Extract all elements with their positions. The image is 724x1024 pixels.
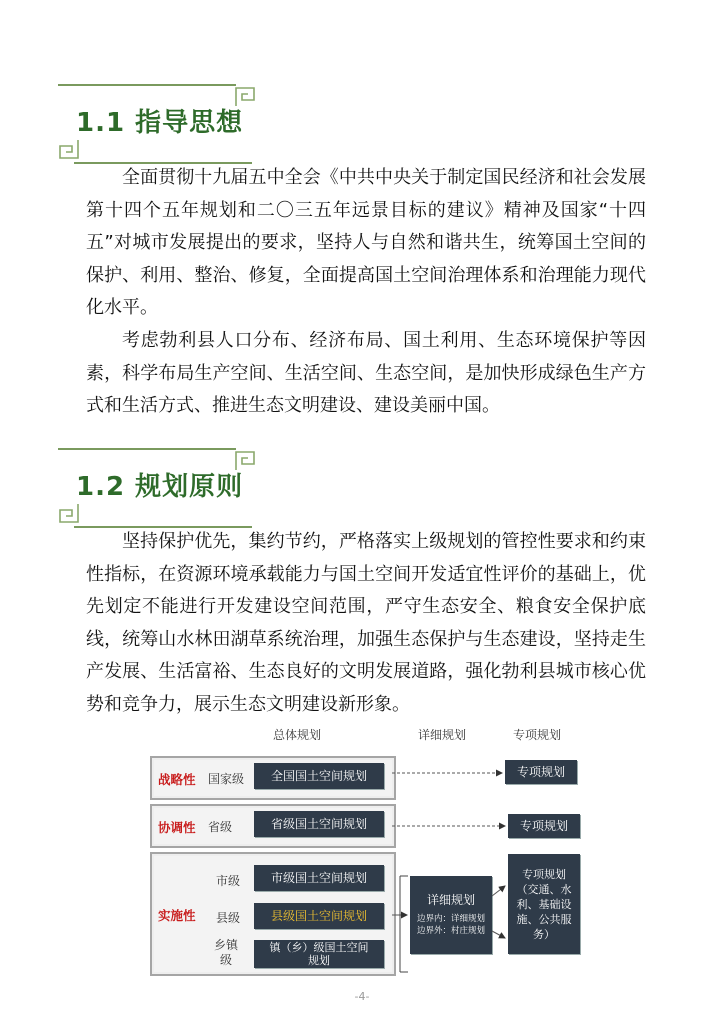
plan-box-county: 县级国土空间规划 xyxy=(254,903,384,929)
plan-box-township: 镇（乡）级国土空间 规划 xyxy=(254,940,384,968)
plan-box-national: 全国国土空间规划 xyxy=(254,763,384,789)
special-plan-box: 专项规划 xyxy=(505,760,577,784)
tier-label: 协调性 xyxy=(158,820,196,835)
plan-box-city: 市级国土空间规划 xyxy=(254,865,384,891)
level-label: 国家级 xyxy=(208,772,245,786)
level-label: 省级 xyxy=(208,820,233,834)
header-top-rule xyxy=(58,84,236,86)
detail-plan-title: 详细规划 xyxy=(426,893,475,907)
section-title: 1.2 规划原则 xyxy=(76,472,244,502)
detail-plan-line: 边界内：详细规划 xyxy=(416,914,485,924)
connector-arrows xyxy=(150,726,600,976)
column-header-overall: 总体规划 xyxy=(273,728,322,742)
section-header-1 xyxy=(58,84,258,164)
planning-system-diagram xyxy=(150,726,600,976)
tier-label: 实施性 xyxy=(158,908,196,923)
tier-label: 战略性 xyxy=(158,772,196,787)
level-label: 乡镇 级 xyxy=(214,938,239,967)
body-paragraph: 全面贯彻十九届五中全会《中共中央关于制定国民经济和社会发展第十四个五年规划和二〇三五年远景目标的建议》精神及国家“十四五”对城市发展提出的要求，坚持人与自然和谐共生，统筹国土空间的保护、利用、整治、修复，全面提高国土空间治理体系和治理能力现代化水平。 xyxy=(86,167,646,318)
body-paragraph: 坚持保护优先，集约节约，严格落实上级规划的管控性要求和约束性指标，在资源环境承载能力与国土空间开发适宜性评价的基础上，优先划定不能进行开发建设空间范围，严守生态安全、粮食安全保护底线，统筹山水林田湖草系统治理，加强生态保护与生态建设，坚持走生产发展、生活富裕、生态良好的文明发展道路，强化勃利县城市核心优势和竞争力，展示生态文明建设新形象。 xyxy=(86,531,646,715)
fret-corner-icon xyxy=(58,502,80,524)
level-label: 县级 xyxy=(216,911,241,925)
section-header-2 xyxy=(58,448,258,528)
column-header-special: 专项规划 xyxy=(513,728,562,742)
level-label: 市级 xyxy=(216,874,241,888)
detail-plan-line: 边界外：村庄规划 xyxy=(416,926,485,936)
section-title: 1.1 指导思想 xyxy=(76,108,244,138)
fret-corner-icon xyxy=(58,138,80,160)
special-plan-box-detailed: 专项规划 （交通、水 利、基础设 施、公共服 务） xyxy=(508,854,580,954)
page-number: -4- xyxy=(354,990,370,1003)
body-paragraph: 考虑勃利县人口分布、经济布局、国土利用、生态环境保护等因素，科学布局生产空间、生活空间、生态空间，是加快形成绿色生产方式和生活方式、推进生态文明建设、建设美丽中国。 xyxy=(86,330,646,416)
header-top-rule xyxy=(58,448,236,450)
plan-box-provincial: 省级国土空间规划 xyxy=(254,811,384,837)
column-header-detail: 详细规划 xyxy=(418,728,467,742)
special-plan-box: 专项规划 xyxy=(508,814,580,838)
